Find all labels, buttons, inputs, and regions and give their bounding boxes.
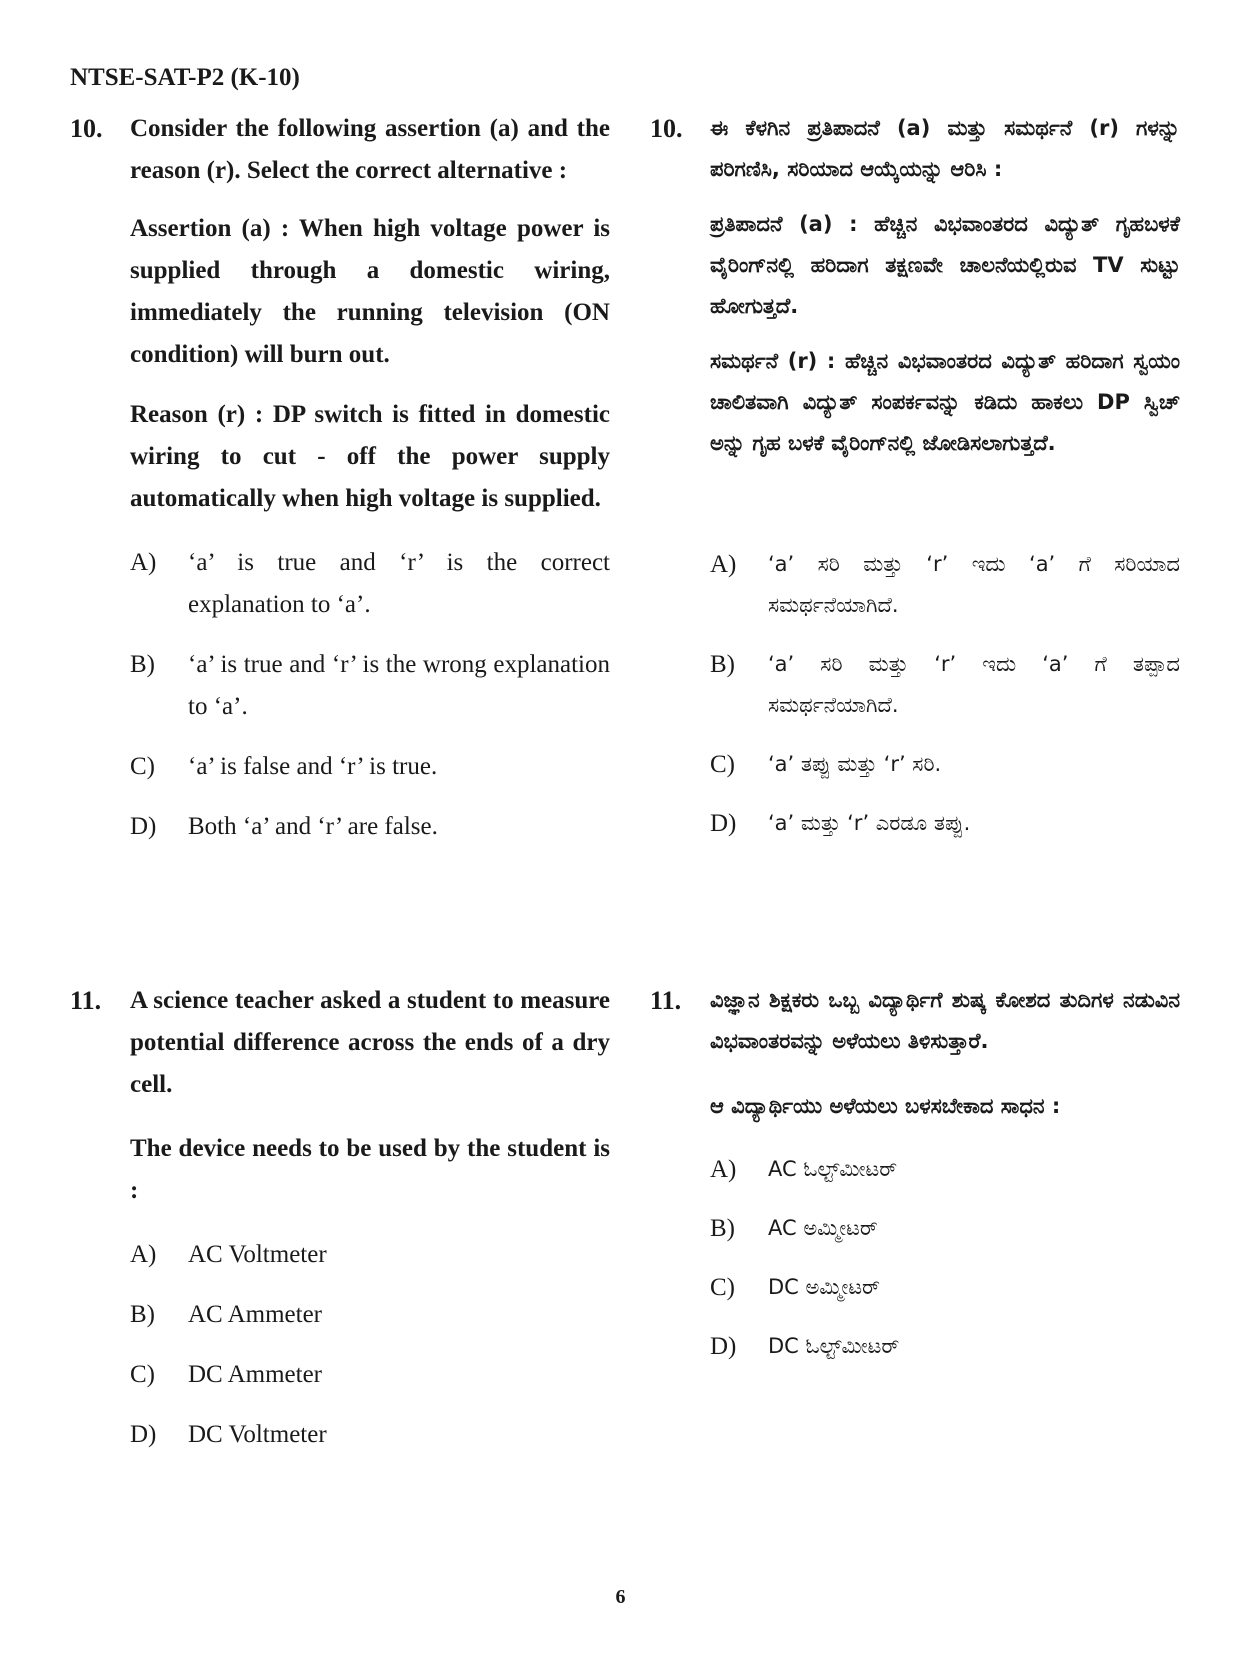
option-text: AC ಓಲ್ಟ್‌ಮೀಟರ್ [768, 1157, 898, 1181]
option-text: AC ಅಮ್ಮೀಟರ್ [768, 1216, 878, 1240]
option-text: DC Ammeter [188, 1361, 323, 1388]
question-number: 10. [70, 114, 103, 143]
question-number: 10. [650, 114, 683, 143]
option-text: ‘a’ is true and ‘r’ is the wrong explanation to ‘a’. [188, 651, 610, 720]
option-label: B) [130, 1301, 155, 1328]
option-label: B) [130, 651, 155, 678]
option-d[interactable] [130, 806, 610, 848]
option-label: D) [710, 1333, 737, 1360]
option-text: DC Voltmeter [188, 1421, 327, 1448]
option-text: AC Ammeter [188, 1301, 323, 1328]
option-text: ‘a’ is true and ‘r’ is the correct explanation to ‘a’. [188, 549, 610, 618]
paper-code-header: NTSE-SAT-P2 (K-10) [70, 64, 300, 91]
option-label: A) [130, 1241, 157, 1268]
option-b[interactable] [130, 644, 610, 728]
question-10-kannada [650, 108, 1180, 844]
kannada-column [650, 100, 1180, 1360]
question-sub-text: The device needs to be used by the student is : [130, 1135, 610, 1204]
option-a[interactable] [710, 1149, 1180, 1190]
options-list [130, 1234, 610, 1456]
option-label: D) [130, 1421, 157, 1448]
option-d[interactable] [710, 1326, 1180, 1367]
question-stem: ವಿಜ್ಞಾನ ಶಿಕ್ಷಕರು ಒಬ್ಬ ವಿದ್ಯಾರ್ಥಿಗೆ ಶುಷ್ಕ ಕೋಶದ ತುದಿಗಳ ನಡುವಿನ ವಿಭವಾಂತರವನ್ನು ಅಳೆಯಲು ತಿಳಿಸುತ್ತಾರೆ. [710, 988, 1180, 1053]
question-11-english [70, 980, 610, 1474]
option-c[interactable] [710, 744, 1180, 785]
question-number: 11. [650, 986, 682, 1015]
assertion-text: ಪ್ರತಿಪಾದನೆ (a) : ಹೆಚ್ಚಿನ ವಿಭವಾಂತರದ ವಿದ್ಯುತ್ ಗೃಹಬಳಕೆ ವೈರಿಂಗ್‌ನಲ್ಲಿ ಹರಿದಾಗ ತಕ್ಷಣವೇ ಚಾಲನೆಯಲ್ಲಿರುವ TV ಸುಟ್ಟು ಹೋಗುತ್ತದೆ. [710, 212, 1180, 318]
option-label: A) [130, 549, 157, 576]
option-label: C) [710, 1274, 735, 1301]
question-stem: ಈ ಕೆಳಗಿನ ಪ್ರತಿಪಾದನೆ (a) ಮತ್ತು ಸಮರ್ಥನೆ (r) ಗಳನ್ನು ಪರಿಗಣಿಸಿ, ಸರಿಯಾದ ಆಯ್ಕೆಯನ್ನು ಆರಿಸಿ : [710, 116, 1180, 181]
question-sub-text: ಆ ವಿದ್ಯಾರ್ಥಿಯು ಅಳೆಯಲು ಬಳಸಬೇಕಾದ ಸಾಧನ : [710, 1094, 1061, 1118]
option-label: B) [710, 1215, 735, 1242]
option-text: Both ‘a’ and ‘r’ are false. [188, 813, 438, 840]
option-label: B) [710, 651, 735, 678]
option-label: A) [710, 1156, 737, 1183]
option-label: D) [710, 810, 737, 837]
question-stem: Consider the following assertion (a) and the reason (r). Select the correct alternative : [130, 115, 610, 184]
option-text: DC ಅಮ್ಮೀಟರ್ [768, 1275, 880, 1299]
option-text: DC ಓಲ್ಟ್‌ಮೀಟರ್ [768, 1334, 900, 1358]
option-b[interactable] [130, 1294, 610, 1336]
english-column [70, 100, 610, 1448]
options-list [710, 1149, 1180, 1367]
option-d[interactable] [710, 803, 1180, 844]
option-text: ‘a’ ಮತ್ತು ‘r’ ಎರಡೂ ತಪ್ಪು. [768, 811, 971, 835]
option-text: ‘a’ ಸರಿ ಮತ್ತು ‘r’ ಇದು ‘a’ ಗೆ ಸರಿಯಾದ ಸಮರ್ಥನೆಯಾಗಿದೆ. [768, 552, 1180, 617]
options-list [130, 542, 610, 848]
option-text: ‘a’ ಸರಿ ಮತ್ತು ‘r’ ಇದು ‘a’ ಗೆ ತಪ್ಪಾದ ಸಮರ್ಥನೆಯಾಗಿದೆ. [768, 652, 1180, 717]
option-c[interactable] [710, 1267, 1180, 1308]
question-number: 11. [70, 986, 102, 1015]
option-label: D) [130, 813, 157, 840]
option-c[interactable] [130, 1354, 610, 1396]
reason-text: ಸಮರ್ಥನೆ (r) : ಹೆಚ್ಚಿನ ವಿಭವಾಂತರದ ವಿದ್ಯುತ್ ಹರಿದಾಗ ಸ್ವಯಂ ಚಾಲಿತವಾಗಿ ವಿದ್ಯುತ್ ಸಂಪರ್ಕವನ್ನು ಕಡಿದು ಹಾಕಲು DP ಸ್ವಿಚ್ ಅನ್ನು ಗೃಹ ಬಳಕೆ ವೈರಿಂಗ್‌ನಲ್ಲಿ ಜೋಡಿಸಲಾಗುತ್ತದೆ. [710, 349, 1180, 455]
assertion-text: Assertion (a) : When high voltage power is supplied through a domestic wiring, immediately the running television (ON condition) will burn out. [130, 215, 610, 368]
option-text: ‘a’ is false and ‘r’ is true. [188, 753, 438, 780]
option-label: C) [130, 1361, 155, 1388]
option-text: ‘a’ ತಪ್ಪು ಮತ್ತು ‘r’ ಸರಿ. [768, 752, 942, 776]
question-stem: A science teacher asked a student to measure potential difference across the ends of a dry cell. [130, 987, 610, 1098]
option-b[interactable] [710, 644, 1180, 726]
page-number: 6 [615, 1586, 626, 1608]
options-list [710, 544, 1180, 844]
option-label: A) [710, 551, 737, 578]
option-c[interactable] [130, 746, 610, 788]
option-b[interactable] [710, 1208, 1180, 1249]
option-label: C) [710, 751, 735, 778]
option-d[interactable] [130, 1414, 610, 1456]
option-a[interactable] [710, 544, 1180, 626]
option-label: C) [130, 753, 155, 780]
option-text: AC Voltmeter [188, 1241, 327, 1268]
reason-text: Reason (r) : DP switch is fitted in domestic wiring to cut - off the power supply automatically when high voltage is supplied. [130, 401, 610, 512]
option-a[interactable] [130, 542, 610, 626]
option-a[interactable] [130, 1234, 610, 1276]
question-11-kannada [650, 980, 1180, 1385]
question-10-english [70, 108, 610, 848]
